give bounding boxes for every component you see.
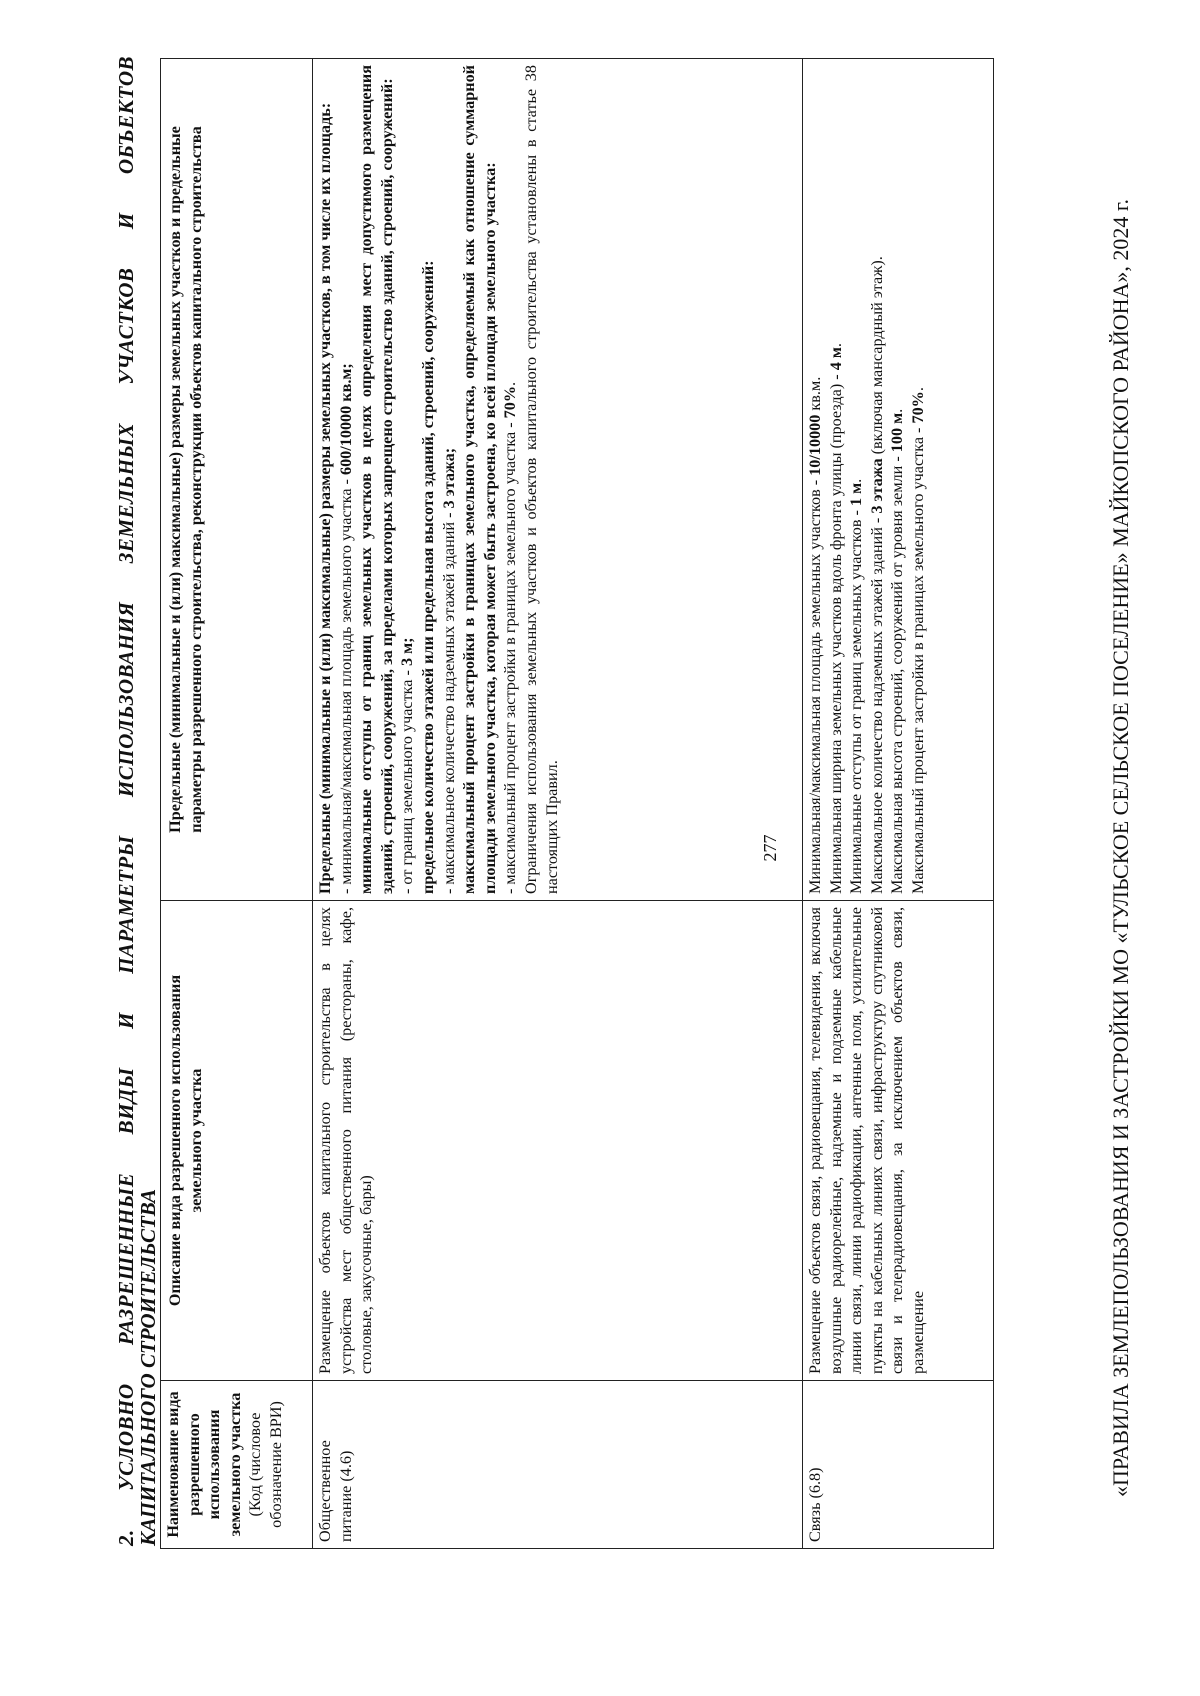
header-params: Предельные (минимальные и (или) максимальные) размеры земельных участков и предельные параметры разрешенного строительства, реконструкции объектов капитального строительства	[161, 59, 313, 901]
param-text: - от границ земельного участка - 3 м;	[398, 637, 417, 894]
param-text: Минимальные отступы от границ земельных участков - 1 м.	[847, 478, 866, 894]
param-text: Минимальная/максимальная площадь земельных участков - 10/10000 кв.м.	[806, 376, 824, 894]
header-description: Описание вида разрешенного использования земельного участка	[161, 901, 313, 1381]
permitted-uses-table	[160, 58, 994, 1549]
table-row	[313, 59, 803, 1549]
param-text: Максимальный процент застройки в границах земельного участка - 70%.	[908, 387, 927, 894]
param-text: - минимальная/максимальная площадь земельного участка - 600/10000 кв.м;	[336, 363, 355, 894]
param-text: Максимальная высота строений, сооружений от уровня земли - 100 м.	[888, 408, 907, 894]
header-code-text: (Код (числовое обозначение ВРИ)	[246, 1401, 285, 1528]
row-params	[313, 59, 803, 901]
row-params	[803, 59, 994, 901]
section-title: 2. УСЛОВНО РАЗРЕШЕННЫЕ ВИДЫ И ПАРАМЕТРЫ ИСПОЛЬЗОВАНИЯ ЗЕМЕЛЬНЫХ УЧАСТКОВ И ОБЪЕКТОВ	[114, 56, 138, 1546]
param-text: - максимальный процент застройки в границах земельного участка - 70%.	[501, 381, 520, 894]
row-name: Связь (6.8)	[803, 1381, 994, 1549]
param-text: предельное количество этажей или предельная высота зданий, строений, сооружений:	[418, 260, 437, 894]
section-title-continued: КАПИТАЛЬНОГО СТРОИТЕЛЬСТВА	[136, 1188, 160, 1546]
table-header-row	[161, 59, 313, 1549]
row-description: Размещение объектов капитального строительства в целях устройства мест общественного питания (рестораны, кафе, столовые, закусочные, бары)	[313, 901, 803, 1381]
param-text: - максимальное количество надземных этажей зданий - 3 этажа;	[439, 447, 458, 894]
page-number: 277	[760, 834, 780, 862]
param-text: Максимальное количество надземных этажей зданий - 3 этажа (включая мансардный этаж).	[867, 256, 886, 894]
table-row	[803, 59, 994, 1549]
param-text: минимальные отступы от границ земельных участков в целях определения мест допустимого размещения зданий, строений, сооружений, за пределами которых запрещено строительство зданий, строений, сооружений:	[357, 65, 396, 894]
header-name	[161, 1381, 313, 1549]
document-footer: «ПРАВИЛА ЗЕМЛЕПОЛЬЗОВАНИЯ И ЗАСТРОЙКИ МО «ТУЛЬСКОЕ СЕЛЬСКОЕ ПОСЕЛЕНИЕ» МАЙКОПСКОГО РАЙОНА», 2024 г.	[1108, 199, 1133, 1497]
header-name-text: Наименование вида разрешенного использования земельного участка	[164, 1391, 244, 1538]
param-text: максимальный процент застройки в границах земельного участка, определяемый как отношение суммарной площади земельного участка, которая может быть застроена, ко всей площади земельного участка:	[460, 65, 499, 894]
param-text: Ограничения использования земельных участков и объектов капитального строительства установлены в статье 38 настоящих Правил.	[521, 65, 561, 894]
param-text: Минимальная ширина земельных участков вдоль фронта улицы (проезда) - 4 м.	[826, 343, 845, 894]
row-description: Размещение объектов связи, радиовещания, телевидения, включая воздушные радиорелейные, надземные и подземные кабельные линии связи, линии радиофикации, антенные поля, усилительные пункты на кабельных линиях связи, инфраструктуру спутниковой связи и телерадиовещания, за исключением объектов связи, размещение	[803, 901, 994, 1381]
param-text: Предельные (минимальные и (или) максимальные) размеры земельных участков, в том числе их площадь:	[316, 102, 334, 894]
row-name: Общественное питание (4.6)	[313, 1381, 803, 1549]
